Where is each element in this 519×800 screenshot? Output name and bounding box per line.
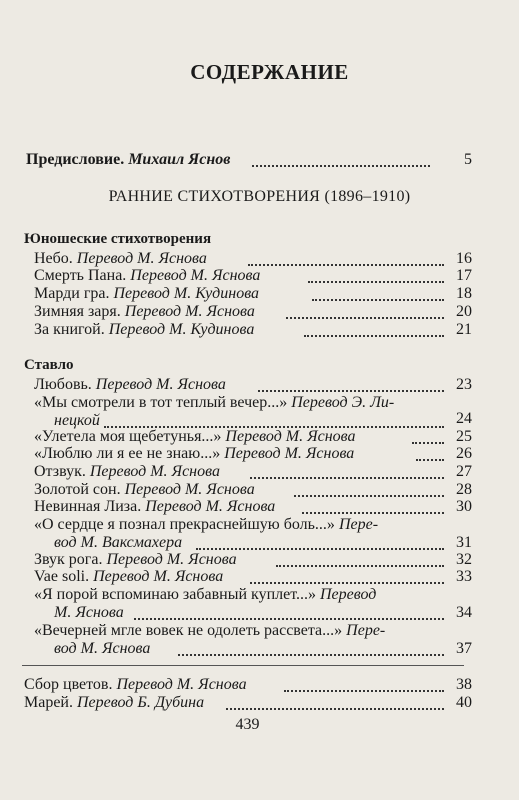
- preface-author: Михаил Яснов: [128, 151, 231, 168]
- dot-leader: [276, 565, 444, 567]
- toc-entry: [34, 394, 394, 412]
- toc-page: 30: [456, 498, 472, 515]
- toc-page: 23: [456, 376, 472, 393]
- toc-credit: Перевод М. Яснова: [124, 481, 255, 498]
- toc-credit: Пере-: [338, 516, 379, 533]
- toc-title: Небо.: [34, 250, 73, 267]
- toc-page: 38: [456, 676, 472, 693]
- dot-leader: [304, 335, 444, 337]
- preface-page: 5: [464, 151, 472, 168]
- toc-page: 18: [456, 285, 472, 302]
- toc-credit: вод М. Ваксмахера: [54, 534, 183, 551]
- page-number: 439: [235, 716, 260, 733]
- toc-entry: [34, 622, 385, 640]
- toc-title: Vae soli.: [34, 568, 90, 585]
- toc-credit: Пере-: [346, 622, 386, 639]
- toc-entry-continuation: [54, 534, 182, 552]
- toc-entry: [34, 321, 254, 339]
- page-title: СОДЕРЖАНИЕ: [190, 60, 349, 84]
- toc-entry: [34, 463, 220, 481]
- dot-leader: [248, 264, 444, 266]
- toc-entry: [34, 498, 275, 516]
- toc-title: Сбор цветов.: [24, 676, 113, 693]
- toc-title: За книгой.: [34, 321, 105, 338]
- toc-page: 34: [456, 604, 472, 621]
- dot-leader: [196, 548, 444, 550]
- dot-leader: [258, 390, 444, 392]
- toc-page: 25: [456, 428, 472, 445]
- toc-title: Звук рога.: [34, 551, 103, 568]
- toc-title: «Я порой вспоминаю забавный куплет...»: [34, 586, 316, 603]
- toc-credit: Перевод Э. Ли-: [291, 394, 395, 411]
- toc-title: Зимняя заря.: [34, 303, 121, 320]
- dot-leader: [284, 690, 444, 692]
- dot-leader: [250, 582, 444, 584]
- toc-entry: [34, 285, 259, 303]
- toc-entry-continuation: [54, 604, 124, 622]
- dot-leader: [178, 654, 444, 656]
- toc-credit: Перевод М. Яснова: [130, 267, 261, 284]
- dot-leader: [308, 281, 444, 283]
- toc-title: Любовь.: [34, 376, 92, 393]
- toc-credit: Перевод М. Яснова: [93, 568, 224, 585]
- toc-title: Отзвук.: [34, 463, 86, 480]
- preface-entry: [26, 151, 230, 169]
- toc-entry: [34, 481, 255, 499]
- toc-page: 31: [456, 534, 472, 551]
- toc-page: 21: [456, 321, 472, 338]
- toc-credit: Перевод М. Яснова: [76, 250, 207, 267]
- toc-title: Марди гра.: [34, 285, 110, 302]
- toc-title: «Люблю ли я ее не знаю...»: [34, 445, 221, 462]
- dot-leader: [286, 317, 444, 319]
- dot-leader: [134, 618, 444, 620]
- toc-entry: [34, 428, 356, 446]
- toc-title: «Мы смотрели в тот теплый вечер...»: [34, 394, 288, 411]
- group-heading: Юношеские стихотворения: [24, 231, 212, 247]
- toc-page: 33: [456, 568, 472, 585]
- toc-credit: Перевод М. Яснова: [106, 551, 237, 568]
- toc-title: Невинная Лиза.: [34, 498, 142, 515]
- toc-credit: Перевод: [320, 586, 377, 603]
- toc-page: 37: [456, 640, 472, 657]
- toc-page: 40: [456, 694, 472, 711]
- toc-entry: [34, 303, 255, 321]
- toc-page: 20: [456, 303, 472, 320]
- toc-entry: [24, 694, 204, 712]
- toc-credit: Перевод М. Кудинова: [113, 285, 260, 302]
- toc-page: 26: [456, 445, 472, 462]
- toc-entry: [34, 445, 354, 463]
- toc-credit: Перевод М. Яснова: [89, 463, 220, 480]
- toc-entry: [34, 586, 376, 604]
- toc-entry: [34, 516, 378, 534]
- dot-leader: [312, 299, 444, 301]
- toc-credit: Перевод М. Яснова: [95, 376, 226, 393]
- toc-credit: Перевод М. Яснова: [224, 445, 355, 462]
- dot-leader: [302, 512, 444, 514]
- dot-leader: [252, 165, 430, 167]
- toc-entry-continuation: [54, 640, 150, 658]
- toc-credit: Перевод Б. Дубина: [77, 694, 205, 711]
- dot-leader: [294, 495, 444, 497]
- dot-leader: [416, 459, 444, 461]
- toc-entry: [34, 250, 207, 268]
- toc-entry: [34, 568, 223, 586]
- toc-credit: Перевод М. Кудинова: [108, 321, 255, 338]
- toc-credit: Перевод М. Яснова: [225, 428, 356, 445]
- toc-page: 17: [456, 267, 472, 284]
- toc-entry: [34, 376, 226, 394]
- toc-entry: [34, 267, 260, 285]
- dot-leader: [226, 708, 444, 710]
- preface-label: Предисловие.: [26, 151, 125, 168]
- toc-page: 32: [456, 551, 472, 568]
- toc-page: 24: [456, 410, 472, 427]
- toc-credit: Перевод М. Яснова: [116, 676, 247, 693]
- toc-page: 27: [456, 463, 472, 480]
- toc-title: Марей.: [24, 694, 73, 711]
- toc-title: Золотой сон.: [34, 481, 121, 498]
- section-title: РАННИЕ СТИХОТВОРЕНИЯ (1896–1910): [108, 188, 411, 205]
- toc-entry: [24, 676, 247, 694]
- toc-credit: Перевод М. Яснова: [124, 303, 255, 320]
- toc-title: «Улетела моя щебетунья...»: [34, 428, 222, 445]
- toc-credit: нецкой: [54, 412, 100, 429]
- toc-entry: [34, 551, 237, 569]
- dot-leader: [250, 477, 444, 479]
- toc-credit: вод М. Яснова: [54, 640, 151, 657]
- toc-title: Смерть Пана.: [34, 267, 127, 284]
- toc-page: 16: [456, 250, 472, 267]
- toc-credit: М. Яснова: [54, 604, 124, 621]
- group-heading: Ставло: [24, 357, 74, 373]
- toc-title: «О сердце я познал прекраснейшую боль...»: [34, 516, 335, 533]
- toc-credit: Перевод М. Яснова: [145, 498, 276, 515]
- toc-page: 28: [456, 481, 472, 498]
- dot-leader: [412, 442, 444, 444]
- divider: [22, 665, 464, 666]
- toc-title: «Вечерней мгле вовек не одолеть рассвета...»: [34, 622, 343, 639]
